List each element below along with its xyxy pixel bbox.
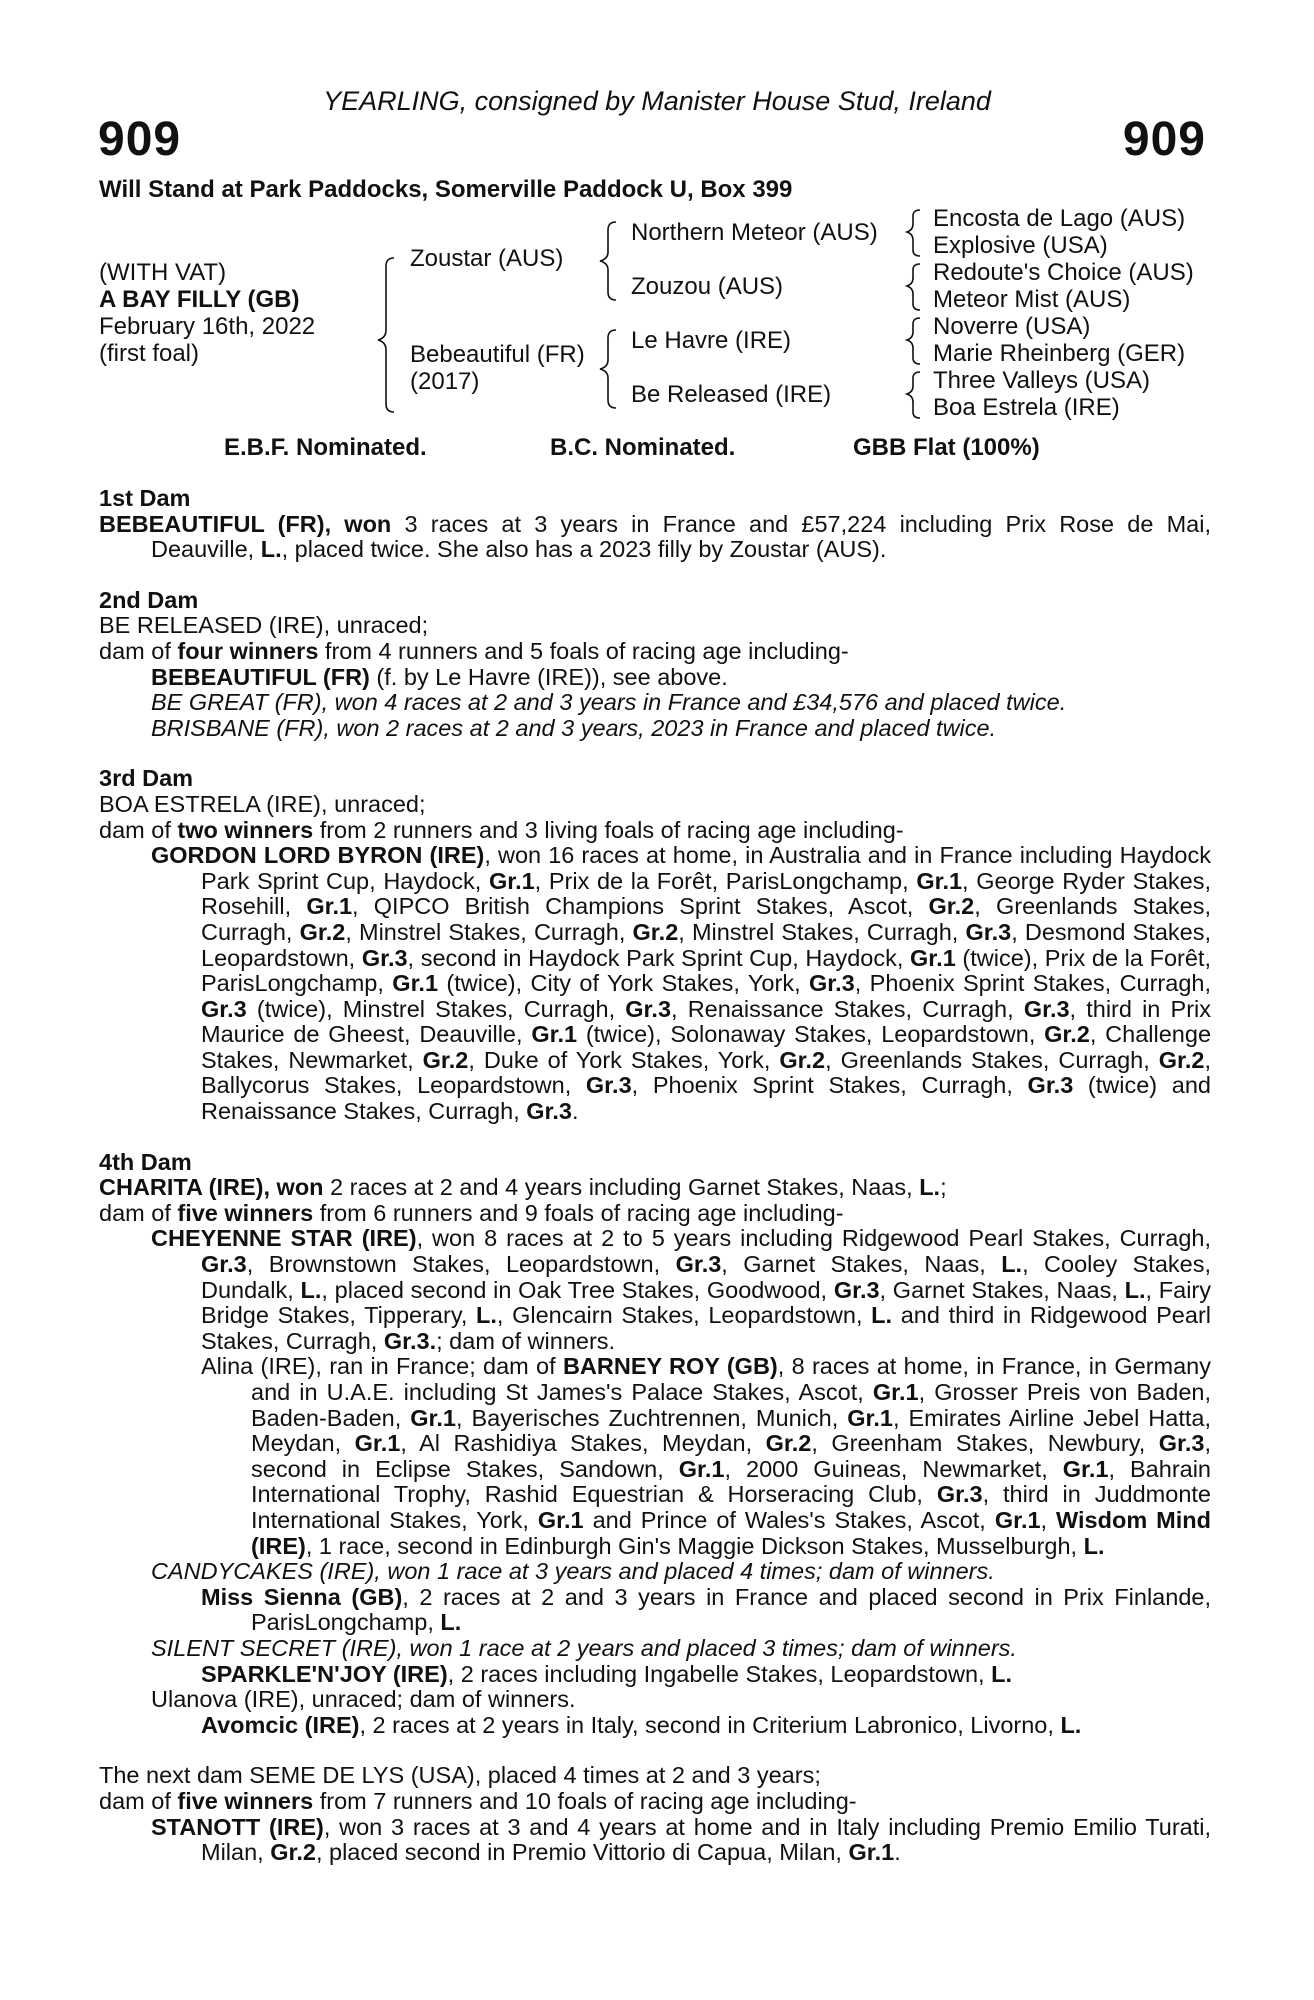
ulanova-entry: Ulanova (IRE), unraced; dam of winners.: [151, 1686, 576, 1713]
gg-4: Meteor Mist (AUS): [933, 286, 1131, 313]
horse-name: A BAY FILLY (GB): [99, 286, 300, 313]
sparkle-n-joy-entry: SPARKLE'N'JOY (IRE), 2 races including Ingabelle Stakes, Leopardstown, L.: [201, 1660, 1012, 1687]
dam: Bebeautiful (FR): [410, 341, 585, 368]
catalogue-body: [99, 486, 1211, 1866]
cheyenne-star-entry: CHEYENNE STAR (IRE), won 8 races at 2 to 5 years including Ridgewood Pearl Stakes, Curragh, Gr.3, Brownstown Stakes, Leopardstown, Gr.3, Garnet Stakes, Naas, L., Cooley Stakes, Dundalk, L., placed second in Oak Tree Stakes, Goodwood, Gr.3, Garnet Stakes, Naas, L., Fairy Bridge Stakes, Tipperary, L., Glencairn Stakes, Leopardstown, L. and third in Ridgewood Pearl Stakes, Curragh, Gr.3.; dam of winners.: [151, 1225, 1212, 1354]
lot-number-left: 909: [98, 113, 182, 166]
foal-note: (first foal): [99, 340, 200, 367]
dam3-produce-summary: dam of two winners from 2 runners and 3 living foals of racing age including-: [99, 816, 904, 843]
gg-8: Boa Estrela (IRE): [933, 394, 1120, 421]
dam-sire: Le Havre (IRE): [631, 327, 792, 354]
stanott-entry: STANOTT (IRE), won 3 races at 3 and 4 years at home and in Italy including Premio Emilio Turati, Milan, Gr.2, placed second in Premio Vittorio di Capua, Milan, Gr.1.: [151, 1813, 1212, 1866]
consignor-line: YEARLING, consigned by Manister House Stud, Ireland: [323, 86, 991, 116]
bc-nomination: B.C. Nominated.: [550, 434, 736, 461]
gg-3: Redoute's Choice (AUS): [933, 259, 1194, 286]
sire: Zoustar (AUS): [410, 245, 564, 272]
dam2-offspring-2: BE GREAT (FR), won 4 races at 2 and 3 years in France and £34,576 and placed twice.: [151, 689, 1067, 716]
candycakes-entry: CANDYCAKES (IRE), won 1 race at 3 years and placed 4 times; dam of winners.: [151, 1558, 995, 1585]
vat-note: (WITH VAT): [99, 259, 227, 286]
gg-1: Encosta de Lago (AUS): [933, 205, 1186, 232]
dam2-produce-summary: dam of four winners from 4 runners and 5 foals of racing age including-: [99, 637, 849, 664]
dam1-heading: 1st Dam: [99, 485, 191, 511]
dam3-heading: 3rd Dam: [99, 765, 194, 792]
sire-sire: Northern Meteor (AUS): [631, 219, 878, 246]
dam3-line: BOA ESTRELA (IRE), unraced;: [99, 790, 426, 817]
gbb-flat: GBB Flat (100%): [853, 434, 1040, 461]
gg-7: Three Valleys (USA): [933, 367, 1150, 394]
gordon-lord-byron-entry: GORDON LORD BYRON (IRE), won 16 races at home, in Australia and in France including Haydock Park Sprint Cup, Haydock, Gr.1, Prix de la Forêt, ParisLongchamp, Gr.1, George Ryder Stakes, Rosehill, Gr.1, QIPCO British Champions Sprint Stakes, Ascot, Gr.2, Greenlands Stakes, Curragh, Gr.2, Minstrel Stakes, Curragh, Gr.2, Minstrel Stakes, Curragh, Gr.3, Desmond Stakes, Leopardstown, Gr.3, second in Haydock Park Sprint Cup, Haydock, Gr.1 (twice), Prix de la Forêt, ParisLongchamp, Gr.1 (twice), City of York Stakes, York, Gr.3, Phoenix Sprint Stakes, Curragh, Gr.3 (twice), Minstrel Stakes, Curragh, Gr.3, Renaissance Stakes, Curragh, Gr.3, third in Prix Maurice de Gheest, Deauville, Gr.1 (twice), Solonaway Stakes, Leopardstown, Gr.2, Challenge Stakes, Newmarket, Gr.2, Duke of York Stakes, York, Gr.2, Greenlands Stakes, Curragh, Gr.2, Ballycorus Stakes, Leopardstown, Gr.3, Phoenix Sprint Stakes, Curragh, Gr.3 (twice) and Renaissance Stakes, Curragh, Gr.3.: [151, 842, 1212, 1125]
ebf-nomination: E.B.F. Nominated.: [224, 434, 427, 461]
gg-2: Explosive (USA): [933, 232, 1108, 259]
sire-dam: Zouzou (AUS): [631, 273, 784, 300]
pedigree-braces: [0, 0, 1314, 440]
alina-entry: Alina (IRE), ran in France; dam of BARNEY ROY (GB), 8 races at home, in France, in Germany and in U.A.E. including St James's Palace Stakes, Ascot, Gr.1, Grosser Preis von Baden, Baden-Baden, Gr.1, Bayerisches Zuchtrennen, Munich, Gr.1, Emirates Airline Jebel Hatta, Meydan, Gr.1, Al Rashidiya Stakes, Meydan, Gr.2, Greenham Stakes, Newbury, Gr.3, second in Eclipse Stakes, Sandown, Gr.1, 2000 Guineas, Newmarket, Gr.1, Bahrain International Trophy, Rashid Equestrian & Horseracing Club, Gr.3, third in Juddmonte International Stakes, York, Gr.1 and Prince of Wales's Stakes, Ascot, Gr.1, Wisdom Mind (IRE), 1 race, second in Edinburgh Gin's Maggie Dickson Stakes, Musselburgh, L.: [201, 1353, 1212, 1559]
stand-location: Will Stand at Park Paddocks, Somerville Paddock U, Box 399: [99, 176, 793, 203]
gg-5: Noverre (USA): [933, 313, 1091, 340]
dam1-name: BEBEAUTIFUL (FR): [99, 510, 325, 537]
next-dam-produce-summary: dam of five winners from 7 runners and 10 foals of racing age including-: [99, 1787, 857, 1814]
lot-number-right: 909: [1122, 113, 1206, 166]
next-dam-line: The next dam SEME DE LYS (USA), placed 4 times at 2 and 3 years;: [99, 1762, 821, 1789]
dam-year: (2017): [410, 368, 480, 395]
dam2-heading: 2nd Dam: [99, 586, 199, 613]
dam2-offspring-3: BRISBANE (FR), won 2 races at 2 and 3 years, 2023 in France and placed twice.: [151, 714, 997, 741]
dam2-line: BE RELEASED (IRE), unraced;: [99, 612, 429, 639]
dam4-produce-summary: dam of five winners from 6 runners and 9 foals of racing age including-: [99, 1199, 844, 1226]
dam-dam: Be Released (IRE): [631, 381, 832, 408]
dam1-entry: BEBEAUTIFUL (FR), won 3 races at 3 years in France and £57,224 including Prix Rose de Mai, Deauville, L., placed twice. She also has a 2023 filly by Zoustar (AUS).: [99, 510, 1212, 563]
dam4-line: CHARITA (IRE), won 2 races at 2 and 4 years including Garnet Stakes, Naas, L.;: [99, 1174, 947, 1201]
dam2-offspring-1: BEBEAUTIFUL (FR) (f. by Le Havre (IRE)), see above.: [151, 663, 728, 690]
foaling-date: February 16th, 2022: [99, 313, 316, 340]
miss-sienna-entry: Miss Sienna (GB), 2 races at 2 and 3 years in France and placed second in Prix Finlande, ParisLongchamp, L.: [201, 1583, 1211, 1636]
dam4-heading: 4th Dam: [99, 1148, 192, 1175]
gg-6: Marie Rheinberg (GER): [933, 340, 1186, 367]
silent-secret-entry: SILENT SECRET (IRE), won 1 race at 2 years and placed 3 times; dam of winners.: [151, 1634, 1017, 1661]
avomcic-entry: Avomcic (IRE), 2 races at 2 years in Italy, second in Criterium Labronico, Livorno, L.: [201, 1711, 1082, 1738]
